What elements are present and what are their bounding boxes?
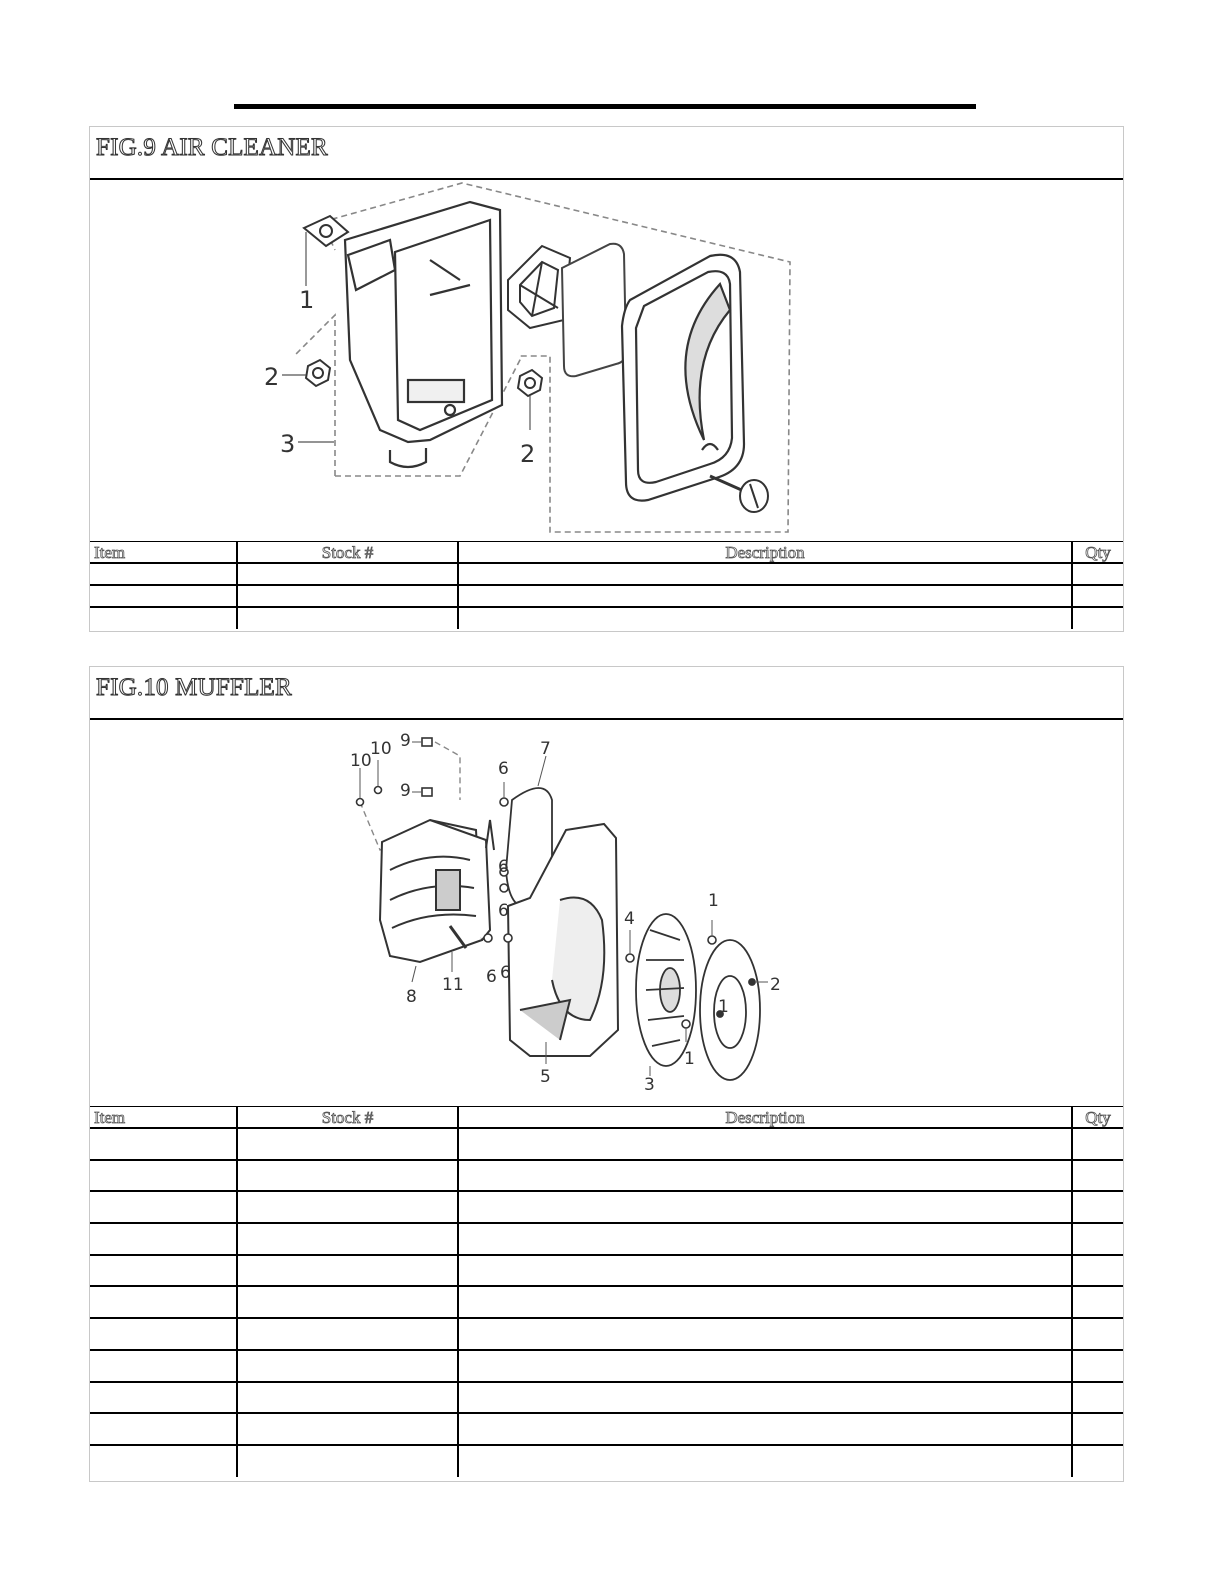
cell-qty [1072, 1318, 1123, 1350]
callout-1: 1 [299, 286, 315, 314]
col-header-item: Item [90, 542, 237, 563]
cell-qty [1072, 1413, 1123, 1445]
table-row [90, 1223, 1123, 1255]
cell-qty [1072, 1255, 1123, 1287]
cell-description [458, 1350, 1072, 1382]
cell-description [458, 1223, 1072, 1255]
fan-part [636, 914, 696, 1066]
table-row [90, 1191, 1123, 1223]
cell-stock [237, 1413, 458, 1445]
knob-bolt-part [710, 476, 768, 512]
table-row [90, 585, 1123, 607]
cell-description [458, 563, 1072, 585]
fig10-parts-table [90, 1107, 1123, 1477]
cell-description [458, 1255, 1072, 1287]
table-row [90, 1128, 1123, 1160]
cell-stock [237, 1350, 458, 1382]
cell-qty [1072, 1382, 1123, 1414]
cell-item [90, 1286, 237, 1318]
fig10-exploded-diagram [90, 720, 1123, 1107]
col-header-stock: Stock # [237, 542, 458, 563]
table-row [90, 1255, 1123, 1287]
muffler-diagram [90, 720, 1123, 1107]
table-row [90, 563, 1123, 585]
cell-item [90, 1350, 237, 1382]
cell-item [90, 1160, 237, 1192]
cell-qty [1072, 1160, 1123, 1192]
cell-description [458, 1286, 1072, 1318]
cell-stock [237, 1160, 458, 1192]
col-header-qty: Qty [1072, 1107, 1123, 1128]
callout-2b: 2 [520, 440, 536, 468]
table-row [90, 1160, 1123, 1192]
callout-4: 4 [624, 909, 635, 929]
callout-3: 3 [280, 430, 296, 458]
cell-stock [237, 1445, 458, 1477]
cell-description [458, 1128, 1072, 1160]
cell-stock [237, 585, 458, 607]
screen-part [508, 246, 570, 328]
cell-item [90, 1223, 237, 1255]
cell-qty [1072, 1286, 1123, 1318]
cell-qty [1072, 563, 1123, 585]
col-header-item: Item [90, 1107, 237, 1128]
cell-stock [237, 1191, 458, 1223]
callout-1b: 1 [684, 1049, 695, 1069]
callout-11: 11 [442, 975, 464, 995]
table-row [90, 1445, 1123, 1477]
callout-2: 2 [770, 975, 781, 995]
cell-stock [237, 1255, 458, 1287]
callout-6b: 6 [498, 857, 509, 877]
gasket-part [304, 216, 348, 246]
callout-6d: 6 [486, 967, 497, 987]
callout-9b: 9 [400, 781, 411, 801]
cell-qty [1072, 1223, 1123, 1255]
callout-3: 3 [644, 1075, 655, 1095]
cell-item [90, 1445, 237, 1477]
callout-7: 7 [540, 739, 551, 759]
table-row [90, 1286, 1123, 1318]
cell-description [458, 1318, 1072, 1350]
callout-9a: 9 [400, 731, 411, 751]
cell-qty [1072, 1128, 1123, 1160]
cover-part [622, 255, 744, 501]
cell-qty [1072, 1350, 1123, 1382]
callout-6a: 6 [498, 759, 509, 779]
cell-qty [1072, 607, 1123, 629]
table-row [90, 1413, 1123, 1445]
callout-2a: 2 [264, 363, 280, 391]
cell-item [90, 563, 237, 585]
table-row [90, 607, 1123, 629]
muffler-body-part [380, 820, 494, 962]
callout-1a: 1 [708, 891, 719, 911]
cell-description [458, 1160, 1072, 1192]
col-header-stock: Stock # [237, 1107, 458, 1128]
fan-cover-part [700, 940, 760, 1080]
cell-stock [237, 1286, 458, 1318]
callout-1c: 1 [718, 997, 729, 1017]
table-row [90, 1350, 1123, 1382]
cell-stock [237, 607, 458, 629]
cell-qty [1072, 585, 1123, 607]
top-rule [234, 104, 976, 109]
callout-10b: 10 [370, 739, 392, 759]
callout-5: 5 [540, 1067, 551, 1087]
cell-item [90, 1382, 237, 1414]
col-header-description: Description [458, 1107, 1072, 1128]
table-row [90, 1382, 1123, 1414]
cell-stock [237, 1223, 458, 1255]
fig10-section [89, 666, 1124, 1482]
cell-stock [237, 563, 458, 585]
cell-item [90, 1191, 237, 1223]
cell-item [90, 1413, 237, 1445]
cell-item [90, 1128, 237, 1160]
cell-stock [237, 1128, 458, 1160]
callout-6e: 6 [500, 963, 511, 983]
col-header-qty: Qty [1072, 542, 1123, 563]
fig9-title: FIG.9 AIR CLEANER [90, 127, 1123, 180]
fig9-exploded-diagram [90, 180, 1123, 542]
callout-8: 8 [406, 987, 417, 1007]
cell-item [90, 1318, 237, 1350]
table-header-row [90, 542, 1123, 563]
cell-description [458, 1413, 1072, 1445]
cell-item [90, 585, 237, 607]
fig9-parts-table [90, 542, 1123, 629]
cell-qty [1072, 1445, 1123, 1477]
fig10-title: FIG.10 MUFFLER [90, 667, 1123, 720]
table-header-row [90, 1107, 1123, 1128]
callout-6c: 6 [498, 901, 509, 921]
cell-description [458, 1445, 1072, 1477]
air-cleaner-diagram [90, 180, 1123, 542]
cell-stock [237, 1318, 458, 1350]
cell-description [458, 1382, 1072, 1414]
filter-element-part [562, 244, 626, 377]
cell-item [90, 1255, 237, 1287]
callout-10a: 10 [350, 751, 372, 771]
cell-stock [237, 1382, 458, 1414]
cell-description [458, 585, 1072, 607]
cell-qty [1072, 1191, 1123, 1223]
housing-part [345, 202, 502, 467]
col-header-description: Description [458, 542, 1072, 563]
table-row [90, 1318, 1123, 1350]
cell-description [458, 607, 1072, 629]
cell-description [458, 1191, 1072, 1223]
cell-item [90, 607, 237, 629]
fig9-section [89, 126, 1124, 632]
